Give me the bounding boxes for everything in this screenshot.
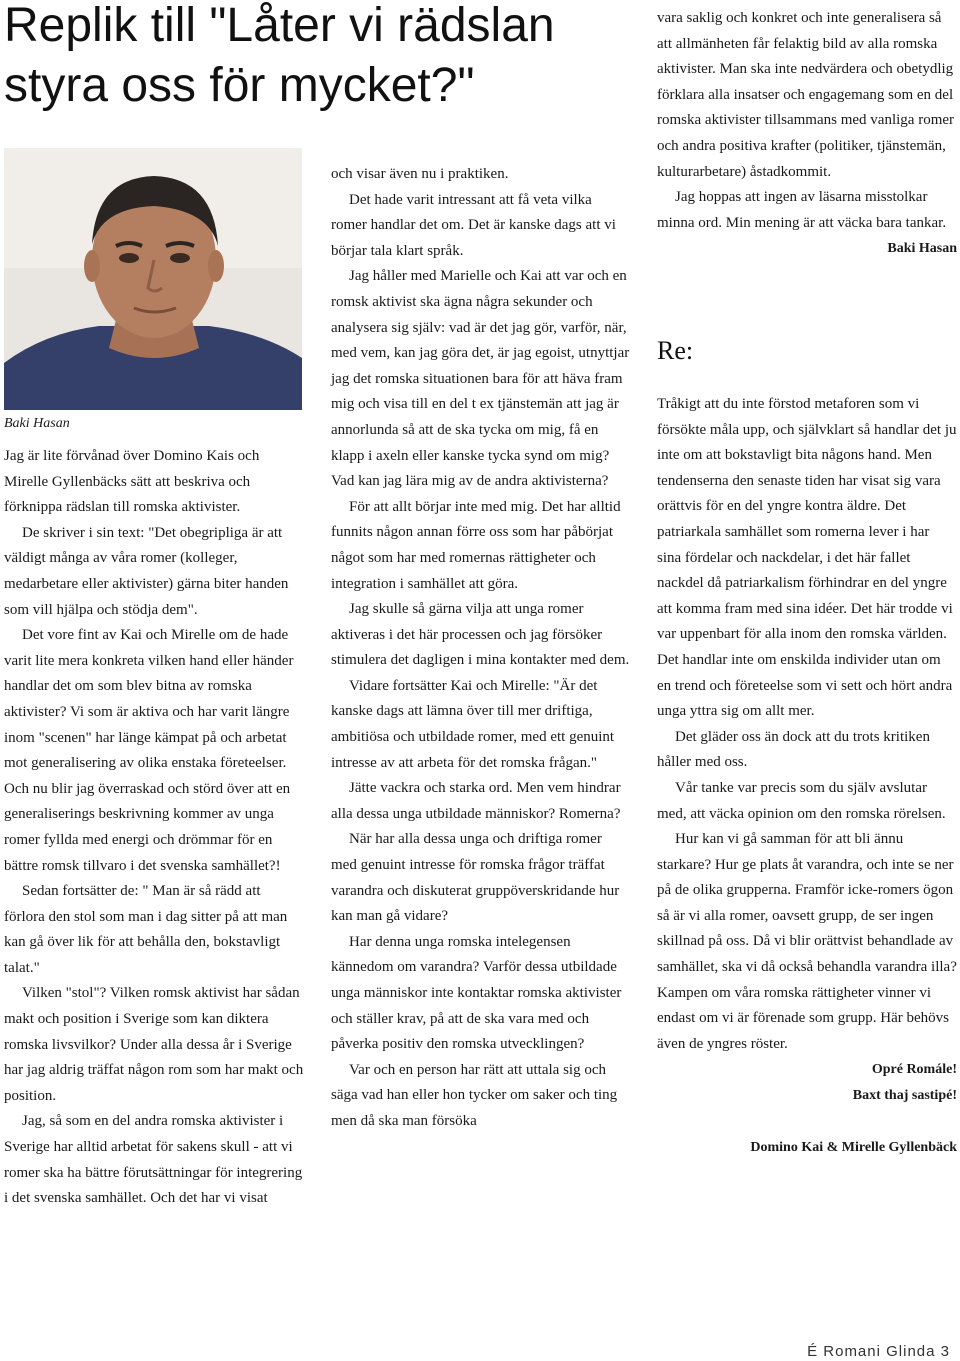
paragraph: Vidare fortsätter Kai och Mirelle: "Är det kanske dags att lämna över till mer driftiga, ambitiösa och utbildade romer, med ett genuint intresse av att arbeta för det romska frågan."	[331, 677, 615, 771]
paragraph: och visar även nu i praktiken.	[331, 166, 509, 182]
paragraph: Vilken "stol"? Vilken romsk aktivist har sådan makt och position i Sverige som kan diktera romska livsvilkor? Under alla dessa år i Sverige har jag aldrig träffat någon rom som har makt och position.	[4, 985, 304, 1104]
reply-heading: Re:	[657, 336, 694, 365]
author-signature: Baki Hasan	[887, 241, 957, 257]
paragraph: Jag, så som en del andra romska aktivister i Sverige har alltid arbetat för sakens skull - att vi romer ska ha bättre förutsättningar för integrering i det svenska samhället. Och det har vi visat	[4, 1113, 303, 1207]
page-footer: É Romani Glinda 3	[807, 1343, 950, 1360]
article-column-2	[331, 162, 631, 1135]
reply-body	[657, 392, 957, 1161]
reply-closing-2: Baxt thaj sastipé!	[852, 1088, 957, 1104]
paragraph: När har alla dessa unga och driftiga romer med genuint intresse för romska frågor träffat varandra och diskuterat gruppöverskridande hur kan man gå vidare?	[331, 831, 620, 925]
paragraph: Jag håller med Marielle och Kai att var och en romsk aktivist ska ägna några sekunder och analysera sig själv: vad är det jag gör, varför, när, med vem, kan jag göra det, är jag egoist, utnyttjar jag det romska situationen bara för att häva fram mig och visa till en del t ex tjänstemän att jag är annorlunda så att de ska tycka om mig, få en klapp i axeln eller kanske tycka synd om mig? Vad kan jag lära mig av de andra aktivisterna?	[331, 268, 630, 490]
paragraph: Det vore fint av Kai och Mirelle om de hade varit lite mera konkreta vilken hand eller händer handlar det om som blev bitna av romska aktivister? Vi som är aktiva och har varit längre inom "scenen" har länge kämpat på och arbetat mot generalisering av olika enstaka företeelser. Och nu blir jag överraskad och störd över att en generaliserings beskrivning kommer av unga romer fyllda med energi och drömmar för en bättre romsk tillvaro i det svenska samhället?!	[4, 627, 294, 874]
paragraph: vara saklig och konkret och inte generalisera så att allmänheten får felaktig bild av alla romska aktivister. Man ska inte nedvärdera och obetydlig förklara alla insatser och engagemang som en del romska aktivister tillsammans med vanliga romer och andra positiva krafter (politiker, tjänstemän, kulturarbetare) åstadkommit.	[657, 10, 955, 180]
paragraph: Var och en person har rätt att uttala sig och säga vad han eller hon tycker om saker och ting men då ska man försöka	[331, 1061, 618, 1129]
paragraph: Jag skulle så gärna vilja att unga romer aktiveras i det här processen och jag försöker stimulera det dagligen i mina kontakter med dem.	[331, 601, 630, 669]
article-column-1	[4, 444, 304, 1212]
paragraph: Sedan fortsätter de: " Man är så rädd att förlora den stol som man i dag sitter på att man kan gå över lik för att behålla den, bokstavligt talat."	[4, 883, 288, 976]
article-title: Replik till "Låter vi rädslan styra oss för mycket?"	[4, 0, 555, 112]
photo-caption: Baki Hasan	[4, 416, 70, 431]
reply-closing-1: Opré Romále!	[871, 1062, 957, 1078]
paragraph: Jag hoppas att ingen av läsarna misstolkar minna ord. Min mening är att väcka bara tankar.	[657, 189, 947, 231]
paragraph: För att allt börjar inte med mig. Det har alltid funnits någon annan förre oss som har påbörjat något som har med romernas rättigheter och integration i samhället att göra.	[331, 498, 621, 592]
article-column-3	[657, 6, 957, 262]
reply-signature: Domino Kai & Mirelle Gyllenbäck	[750, 1140, 957, 1156]
paragraph: Det gläder oss än dock att du trots kritiken håller med oss.	[657, 728, 930, 771]
portrait-photo-icon	[4, 148, 302, 410]
paragraph: Jätte vackra och starka ord. Men vem hindrar alla dessa unga utbildade människor? Romerna?	[331, 780, 621, 822]
author-photo	[4, 148, 302, 410]
paragraph: Hur kan vi gå samman för att bli ännu starkare? Hur ge plats åt varandra, och inte se ner på de olika grupperna. Framför icke-romers ögon så är vi alla romer, oavsett grupp, de ser ingen skillnad på oss. Då vi blir orättvist behandlade av samhället, ska vi då också behandla varandra illa? Kampen om våra romska rättigheter vinner vi endast om vi är förenade som grupp. Här behövs även de yngres röster.	[657, 831, 957, 1052]
paragraph: De skriver i sin text: "Det obegripliga är att väldigt många av våra romer (kolleger, medarbetare eller aktivister) gärna biter handen som vill hjälpa och stödja dem".	[4, 524, 289, 618]
paragraph: Har denna unga romska intelegensen kännedom om varandra? Varför dessa utbildade unga människor inte kontaktar romska aktivister och ställer krav, på att de ska vara med och påverka positiv den romska utvecklingen?	[331, 933, 622, 1053]
paragraph: Det hade varit intressant att få veta vilka romer handlar det om. Det är kanske dags att vi börjar tala klart språk.	[331, 191, 616, 259]
paragraph: Vår tanke var precis som du själv avslutar med, att väcka opinion om den romska rörelsen.	[657, 779, 946, 822]
paragraph: Jag är lite förvånad över Domino Kais och Mirelle Gyllenbäcks sätt att beskriva och förknippa rädslan till romska aktivister.	[4, 448, 260, 516]
paragraph: Tråkigt att du inte förstod metaforen som vi försökte måla upp, och självklart så handlar det ju inte om att bokstavligt bita någons hand. Men tendenserna den senaste tiden har visat sig vara orättvis för en del yngre kontra äldre. Det patriarkala samhället som romerna lever i har sina fördelar och nackdelar, i det här fallet nackdel då patriarkalism förhindrar en del yngre att komma fram med sina idéer. Det här trodde vi var uppenbart för alla inom den romska världen. Det handlar inte om enskilda individer utan om en trend och företeelse som vi sett och hört andra unga yttra sig om allt mer.	[657, 396, 957, 720]
